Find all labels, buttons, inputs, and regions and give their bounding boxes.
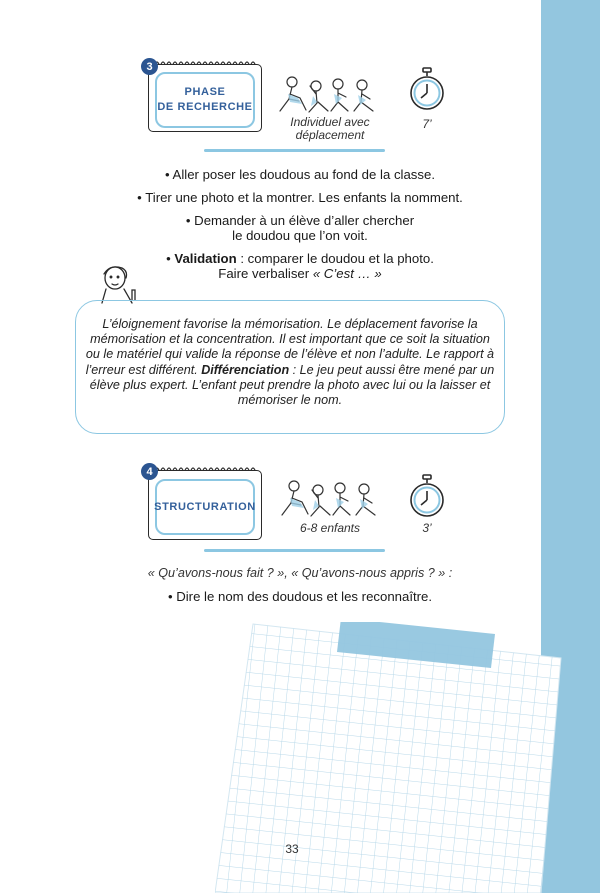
phase-3-instructions	[110, 167, 490, 281]
validation-item-continued: Faire verbaliser « C’est … »	[218, 266, 382, 281]
phase-3-title: PHASE DE RECHERCHE	[155, 72, 255, 128]
teacher-note: L’éloignement favorise la mémorisation. Le déplacement favorise la mémorisation et la concentration. Il est important que ce soit la situation ou le matériel qui valide la réponse de l’élève et non l’adulte. Le rapport à l’erreur est différent. Différenciation : Le jeu peut aussi être mené par un élève plus expert. L’enfant peut prendre la photo avec lui ou la laisser et mémoriser le nom.	[85, 317, 495, 408]
phase-4-duration: 3’	[422, 521, 432, 535]
bullet-item-continued: le doudou que l’on voit.	[232, 228, 368, 243]
phase-4-number: 4	[141, 463, 158, 480]
page-number: 33	[285, 842, 299, 856]
bullet-item: • Dire le nom des doudous et les reconnaître.	[167, 589, 433, 604]
validation-item: • Validation : comparer le doudou et la photo.	[166, 251, 434, 266]
phase-3-duration: 7’	[422, 117, 432, 131]
structuration-questions: « Qu’avons-nous fait ? », « Qu’avons-nous appris ? » :	[147, 566, 453, 580]
structuration-instructions	[100, 566, 500, 604]
grid-paper-illustration	[215, 622, 565, 893]
phase-3-organization: Individuel avec déplacement	[290, 115, 370, 142]
children-group-icon	[278, 72, 380, 114]
phase-4-title: STRUCTURATION	[155, 479, 255, 535]
bullet-item: • Tirer une photo et la montrer. Les enfants la nomment.	[137, 190, 463, 205]
bullet-item: • Demander à un élève d’aller chercher	[185, 213, 415, 228]
bullet-item: • Aller poser les doudous au fond de la classe.	[164, 167, 435, 182]
children-group-icon	[280, 476, 382, 518]
stopwatch-icon	[408, 66, 446, 112]
stopwatch-icon	[408, 473, 446, 519]
phase-3-number: 3	[141, 58, 158, 75]
divider-line	[204, 549, 385, 552]
divider-line	[204, 149, 385, 152]
phase-4-organization: 6-8 enfants	[299, 521, 361, 535]
